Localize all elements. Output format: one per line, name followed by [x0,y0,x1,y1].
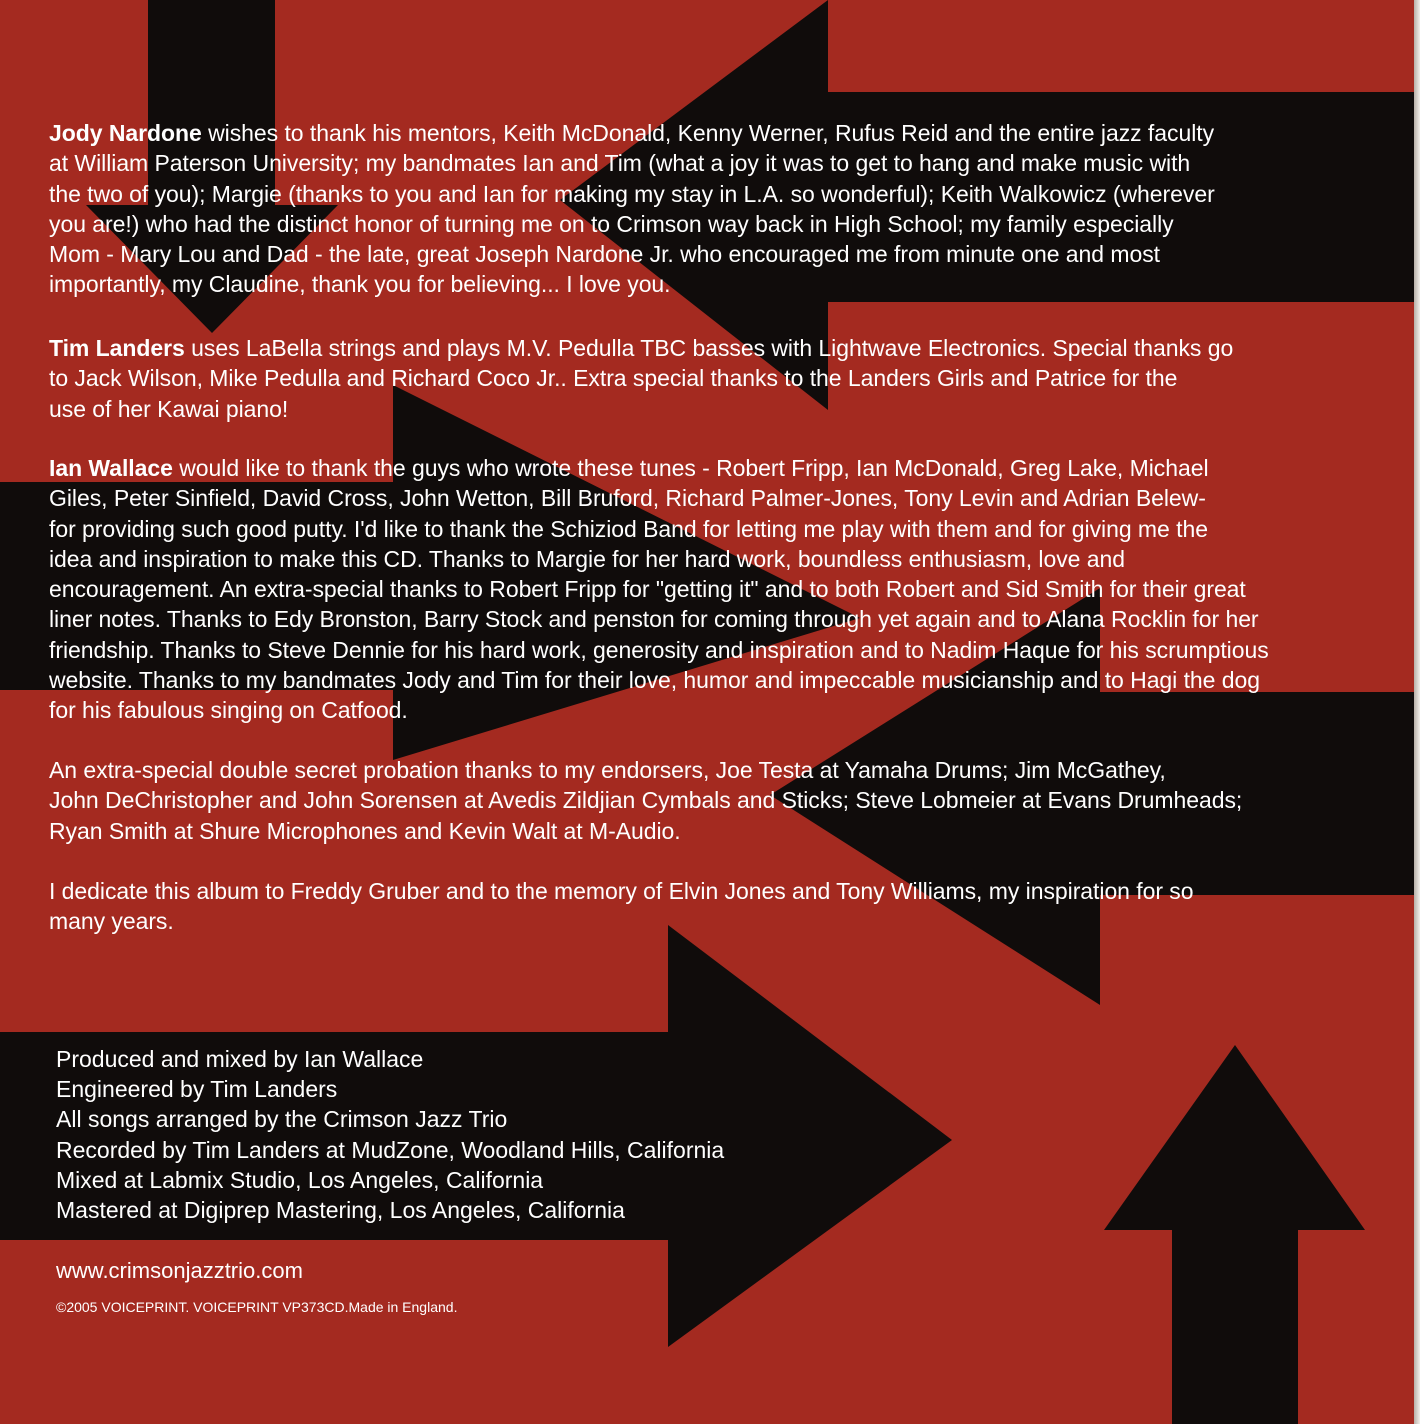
endorsers-line: John DeChristopher and John Sorensen at Avedis Zildjian Cymbals and Sticks; Steve Lobmeier at Evans Drumheads; [49,787,1243,814]
credit-line: Mixed at Labmix Studio, Los Angeles, California [56,1166,544,1193]
thanks-line: use of her Kawai piano! [49,395,289,422]
dedication-line: many years. [49,908,174,935]
musician-name: Tim Landers [49,335,185,361]
thanks-line: Giles, Peter Sinfield, David Cross, John Wetton, Bill Bruford, Richard Palmer-Jones, Tony Levin and Adrian Belew- [49,485,1206,512]
thanks-line: to Jack Wilson, Mike Pedulla and Richard Coco Jr.. Extra special thanks to the Landers Girls and Patrice for the [49,365,1178,392]
scan-edge [1414,0,1420,1424]
credit-line: Mastered at Digiprep Mastering, Los Angeles, California [56,1197,625,1224]
thanks-paragraph-tim [49,333,1233,424]
thanks-line: would like to thank the guys who wrote these tunes - Robert Fripp, Ian McDonald, Greg Lake, Michael [172,455,1209,481]
endorsers-line: Ryan Smith at Shure Microphones and Kevin Walt at M-Audio. [49,817,681,844]
thanks-line: wishes to thank his mentors, Keith McDonald, Kenny Werner, Rufus Reid and the entire jazz faculty [201,120,1215,146]
credit-line: Recorded by Tim Landers at MudZone, Woodland Hills, California [56,1136,725,1163]
thanks-paragraph-ian [49,453,1269,726]
thanks-line: website. Thanks to my bandmates Jody and Tim for their love, humor and impeccable musicianship and to Hagi the dog [49,667,1260,694]
endorsers-paragraph [49,755,1242,846]
dedication-paragraph [49,876,1194,937]
musician-name: Ian Wallace [49,455,173,481]
thanks-line: for providing such good putty. I'd like to thank the Schiziod Band for letting me play with them and for giving me the [49,515,1208,542]
thanks-line: importantly, my Claudine, thank you for believing... I love you. [49,271,671,298]
thanks-line: encouragement. An extra-special thanks to Robert Fripp for "getting it" and to both Robert and Sid Smith for their great [49,576,1246,603]
thanks-line: idea and inspiration to make this CD. Thanks to Margie for her hard work, boundless enthusiasm, love and [49,545,1125,572]
thanks-line: friendship. Thanks to Steve Dennie for his hard work, generosity and inspiration and to Nadim Haque for his scrumptious [49,636,1269,663]
thanks-line: uses LaBella strings and plays M.V. Pedulla TBC basses with Lightwave Electronics. Special thanks go [184,335,1234,361]
credit-line: Engineered by Tim Landers [56,1076,338,1103]
thanks-line: you are!) who had the distinct honor of turning me on to Crimson way back in High School; my family especially [49,210,1174,237]
thanks-line: Mom - Mary Lou and Dad - the late, great Joseph Nardone Jr. who encouraged me from minute one and most [49,241,1160,268]
credit-line: All songs arranged by the Crimson Jazz Trio [56,1106,508,1133]
dedication-line: I dedicate this album to Freddy Gruber and to the memory of Elvin Jones and Tony Williams, my inspiration for so [49,878,1194,904]
thanks-line: for his fabulous singing on Catfood. [49,697,408,724]
copyright-notice: ©2005 VOICEPRINT. VOICEPRINT VP373CD.Made in England. [56,1299,458,1315]
thanks-line: at William Paterson University; my bandmates Ian and Tim (what a joy it was to get to hang and make music with [49,150,1191,177]
thanks-line: the two of you); Margie (thanks to you and Ian for making my stay in L.A. so wonderful); Keith Walkowicz (wherever [49,180,1215,207]
thanks-paragraph-jody [49,118,1215,300]
thanks-line: liner notes. Thanks to Edy Bronston, Barry Stock and penston for coming through yet again and to Alana Rocklin for her [49,606,1259,633]
website-url: www.crimsonjazztrio.com [56,1258,303,1283]
musician-name: Jody Nardone [49,120,202,146]
credit-line: Produced and mixed by Ian Wallace [56,1046,424,1072]
endorsers-line: An extra-special double secret probation thanks to my endorsers, Joe Testa at Yamaha Drums; Jim McGathey, [49,757,1166,783]
production-credits [56,1044,724,1225]
